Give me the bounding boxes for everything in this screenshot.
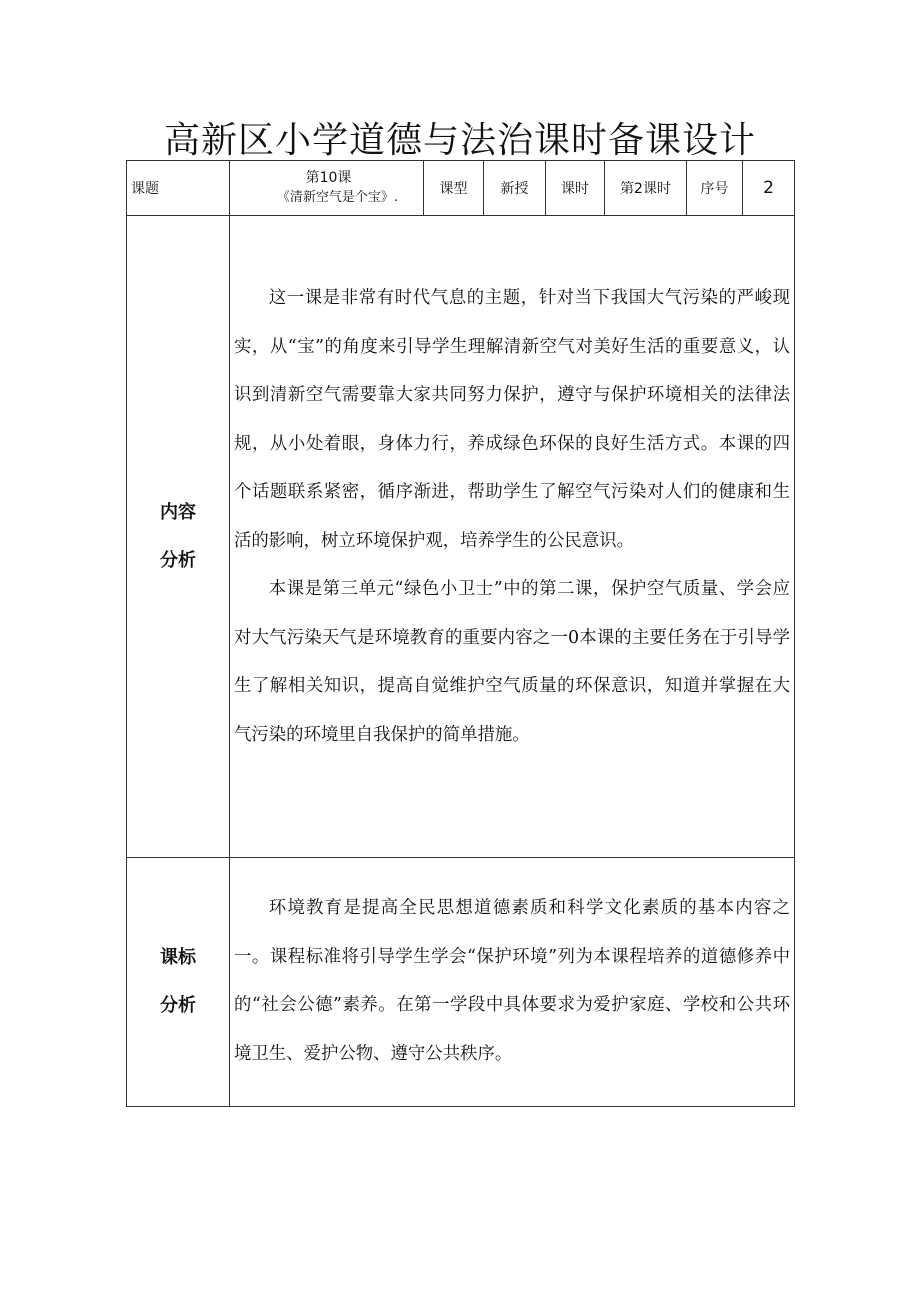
content-label-line1: 内容 xyxy=(160,501,196,523)
standard-paragraph-1: 环境教育是提高全民思想道德素质和科学文化素质的基本内容之一。课程标准将引导学生学会“保护环境”列为本课程培养的道德修养中的“社会公德”素养。在第一学段中具体要求为爱护家庭、学校和公共环境卫生、爱护公物、遵守公共秩序。 xyxy=(234,898,790,1064)
content-paragraph-1: 这一课是非常有时代气息的主题，针对当下我国大气污染的严峻现实，从“宝”的角度来引导学生理解清新空气对美好生活的重要意义，认识到清新空气需要靠大家共同努力保护，遵守与保护环境相关的法律法规，从小处着眼，身体力行，养成绿色环保的良好生活方式。本课的四个话题联系紧密，循序渐进，帮助学生了解空气污染对人们的健康和生活的影响，树立环境保护观，培养学生的公民意识。 xyxy=(234,288,790,551)
topic-label: 课题 xyxy=(127,161,230,216)
lesson-plan-table xyxy=(126,160,795,1107)
header-row xyxy=(127,161,795,216)
seq-value: 2 xyxy=(743,161,795,216)
standard-analysis-text xyxy=(230,858,795,1107)
standard-label-line2: 分析 xyxy=(160,995,196,1016)
period-value: 第2课时 xyxy=(605,161,687,216)
standard-analysis-label xyxy=(127,858,230,1107)
lesson-cell xyxy=(230,161,424,216)
type-value: 新授 xyxy=(484,161,546,216)
standard-analysis-row xyxy=(127,858,795,1107)
type-label: 课型 xyxy=(424,161,484,216)
content-analysis-row xyxy=(127,216,795,858)
period-label: 课时 xyxy=(546,161,605,216)
content-analysis-text xyxy=(230,216,795,858)
content-analysis-label xyxy=(127,216,230,858)
seq-label: 序号 xyxy=(687,161,743,216)
page-title: 高新区小学道德与法治课时备课设计 xyxy=(163,120,756,161)
lesson-number: 第10课 xyxy=(305,170,352,186)
content-paragraph-2: 本课是第三单元“绿色小卫士”中的第二课，保护空气质量、学会应对大气污染天气是环境教育的重要内容之一0本课的主要任务在于引导学生了解相关知识，提高自觉维护空气质量的环保意识，知道并掌握在大气污染的环境里自我保护的简单措施。 xyxy=(234,579,790,745)
standard-label-line1: 课标 xyxy=(160,947,196,968)
content-label-line2: 分析 xyxy=(160,549,196,571)
lesson-title: 《清新空气是个宝》. xyxy=(276,190,399,205)
